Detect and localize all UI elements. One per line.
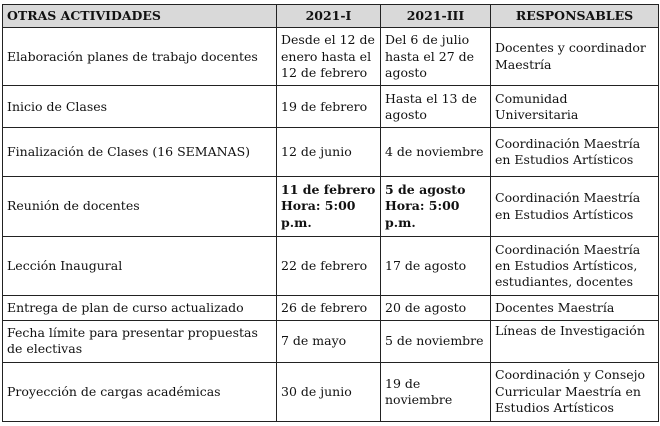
cell-responsables: Comunidad Universitaria bbox=[491, 86, 659, 128]
activities-table bbox=[2, 4, 659, 422]
header-actividades: OTRAS ACTIVIDADES bbox=[3, 5, 277, 28]
cell-actividad: Fecha límite para presentar propuestas de electivas bbox=[3, 320, 277, 362]
cell-2021-i: 30 de junio bbox=[277, 362, 381, 421]
cell-responsables: Docentes Maestría bbox=[491, 296, 659, 321]
cell-actividad: Entrega de plan de curso actualizado bbox=[3, 296, 277, 321]
cell-actividad: Proyección de cargas académicas bbox=[3, 362, 277, 421]
table-row bbox=[3, 177, 659, 236]
cell-2021-iii: 5 de agosto Hora: 5:00 p.m. bbox=[381, 177, 491, 236]
cell-actividad: Finalización de Clases (16 SEMANAS) bbox=[3, 128, 277, 177]
cell-2021-iii: 19 de noviembre bbox=[381, 362, 491, 421]
cell-2021-i: 19 de febrero bbox=[277, 86, 381, 128]
cell-responsables: Coordinación Maestría en Estudios Artísticos bbox=[491, 128, 659, 177]
cell-2021-iii: 4 de noviembre bbox=[381, 128, 491, 177]
table-row bbox=[3, 320, 659, 362]
cell-2021-i: 26 de febrero bbox=[277, 296, 381, 321]
cell-2021-i: Desde el 12 de enero hasta el 12 de febrero bbox=[277, 28, 381, 86]
cell-responsables: Líneas de Investigación bbox=[491, 320, 659, 362]
cell-2021-iii: 20 de agosto bbox=[381, 296, 491, 321]
cell-responsables: Coordinación Maestría en Estudios Artísticos, estudiantes, docentes bbox=[491, 236, 659, 295]
cell-2021-i: 11 de febrero Hora: 5:00 p.m. bbox=[277, 177, 381, 236]
cell-2021-i: 7 de mayo bbox=[277, 320, 381, 362]
cell-2021-i: 22 de febrero bbox=[277, 236, 381, 295]
table-row bbox=[3, 296, 659, 321]
header-2021-iii: 2021-III bbox=[381, 5, 491, 28]
cell-2021-iii: Hasta el 13 de agosto bbox=[381, 86, 491, 128]
cell-responsables: Docentes y coordinador Maestría bbox=[491, 28, 659, 86]
cell-actividad: Lección Inaugural bbox=[3, 236, 277, 295]
cell-2021-iii: 5 de noviembre bbox=[381, 320, 491, 362]
cell-2021-iii: 17 de agosto bbox=[381, 236, 491, 295]
cell-actividad: Elaboración planes de trabajo docentes bbox=[3, 28, 277, 86]
header-row bbox=[3, 5, 659, 28]
table-row bbox=[3, 362, 659, 421]
header-2021-i: 2021-I bbox=[277, 5, 381, 28]
cell-2021-i: 12 de junio bbox=[277, 128, 381, 177]
cell-2021-iii: Del 6 de julio hasta el 27 de agosto bbox=[381, 28, 491, 86]
cell-responsables: Coordinación Maestría en Estudios Artísticos bbox=[491, 177, 659, 236]
table-row bbox=[3, 128, 659, 177]
table-row bbox=[3, 28, 659, 86]
cell-responsables: Coordinación y Consejo Curricular Maestría en Estudios Artísticos bbox=[491, 362, 659, 421]
table-row bbox=[3, 236, 659, 295]
header-responsables: RESPONSABLES bbox=[491, 5, 659, 28]
cell-actividad: Inicio de Clases bbox=[3, 86, 277, 128]
table-row bbox=[3, 86, 659, 128]
cell-actividad: Reunión de docentes bbox=[3, 177, 277, 236]
